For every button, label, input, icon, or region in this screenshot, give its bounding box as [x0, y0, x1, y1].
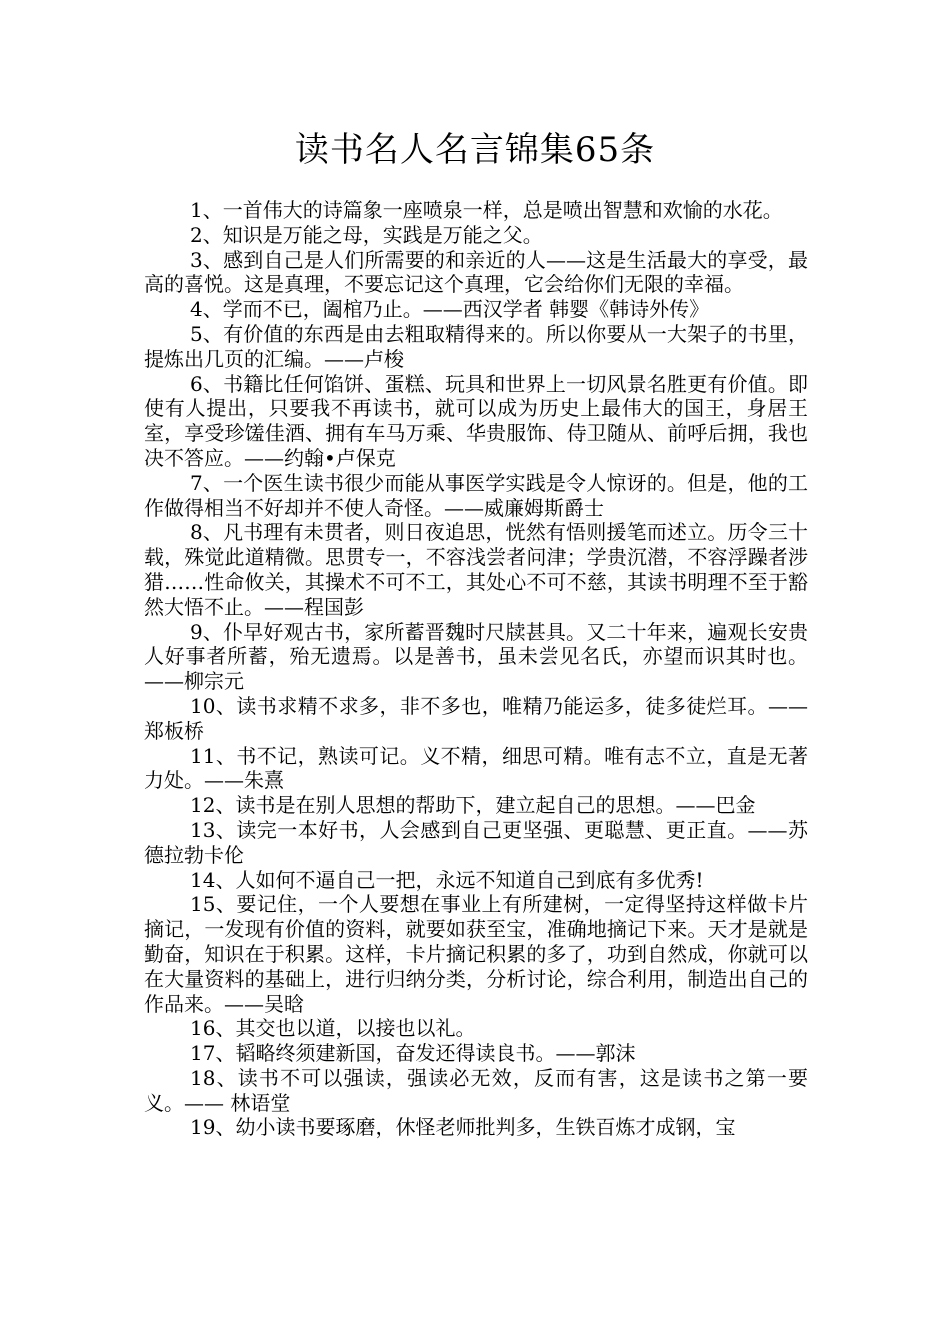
- quote-list: [144, 198, 808, 1140]
- quote-paragraph: 12、读书是在别人思想的帮助下，建立起自己的思想。——巴金: [190, 793, 756, 818]
- quote-paragraph: 6、书籍比任何馅饼、蛋糕、玩具和世界上一切风景名胜更有价值。即使有人提出，只要我不再读书，就可以成为历史上最伟大的国王，身居王室，享受珍馐佳酒、拥有车马万乘、华贵服饰、侍卫随从、前呼后拥，我也决不答应。——约翰•卢保克: [144, 371, 808, 470]
- quote-paragraph: 5、有价值的东西是由去粗取精得来的。所以你要从一大架子的书里，提炼出几页的汇编。——卢梭: [144, 321, 808, 371]
- quote-paragraph: 8、凡书理有未贯者，则日夜追思，恍然有悟则援笔而述立。历令三十载，殊觉此道精微。思贯专一，不容浅尝者问津；学贵沉潜，不容浮躁者涉猎……性命攸关，其操术不可不工，其处心不可不慈，其读书明理不至于豁然大悟不止。——程国彭: [144, 520, 808, 619]
- page-title: 读书名人名言锦集65条: [294, 130, 656, 170]
- quote-paragraph: 11、书不记，熟读可记。义不精，细思可精。唯有志不立，直是无著力处。——朱熹: [144, 743, 808, 793]
- quote-paragraph: 18、读书不可以强读，强读必无效，反而有害，这是读书之第一要义。—— 林语堂: [144, 1065, 808, 1115]
- quote-paragraph: 2、知识是万能之母，实践是万能之父。: [190, 222, 543, 247]
- quote-paragraph: 4、学而不已，阖棺乃止。——西汉学者 韩婴《韩诗外传》: [190, 297, 710, 322]
- quote-paragraph: 13、读完一本好书，人会感到自己更坚强、更聪慧、更正直。——苏德拉勃卡伦: [144, 817, 808, 867]
- quote-paragraph: 3、感到自己是人们所需要的和亲近的人——这是生活最大的享受，最高的喜悦。这是真理，不要忘记这个真理，它会给你们无限的幸福。: [144, 247, 808, 297]
- quote-paragraph: 9、仆早好观古书，家所蓄晋魏时尺牍甚具。又二十年来，遍观长安贵人好事者所蓄，殆无遗焉。以是善书，虽未尝见名氏，亦望而识其时也。——柳宗元: [144, 619, 808, 694]
- quote-paragraph: 17、韬略终须建新国，奋发还得读良书。——郭沫: [190, 1041, 636, 1066]
- quote-paragraph: 16、其交也以道，以接也以礼。: [190, 1016, 476, 1041]
- quote-paragraph: 19、幼小读书要琢磨，休怪老师批判多，生铁百炼才成钢，宝: [190, 1115, 736, 1140]
- quote-paragraph: 1、一首伟大的诗篇象一座喷泉一样，总是喷出智慧和欢愉的水花。: [190, 198, 783, 222]
- quote-paragraph: 15、要记住，一个人要想在事业上有所建树，一定得坚持这样做卡片摘记，一发现有价值的资料，就要如获至宝，准确地摘记下来。天才是就是勤奋，知识在于积累。这样，卡片摘记积累的多了，功到自然成，你就可以在大量资料的基础上，进行归纳分类，分析讨论，综合利用，制造出自己的作品来。——吴晗: [144, 892, 808, 1016]
- quote-paragraph: 14、人如何不逼自己一把，永远不知道自己到底有多优秀!: [190, 867, 704, 892]
- quote-paragraph: 10、读书求精不求多，非不多也，唯精乃能运多，徒多徒烂耳。——郑板桥: [144, 693, 808, 743]
- quote-paragraph: 7、一个医生读书很少而能从事医学实践是令人惊讶的。但是，他的工作做得相当不好却并不使人奇怪。——威廉姆斯爵士: [144, 470, 808, 520]
